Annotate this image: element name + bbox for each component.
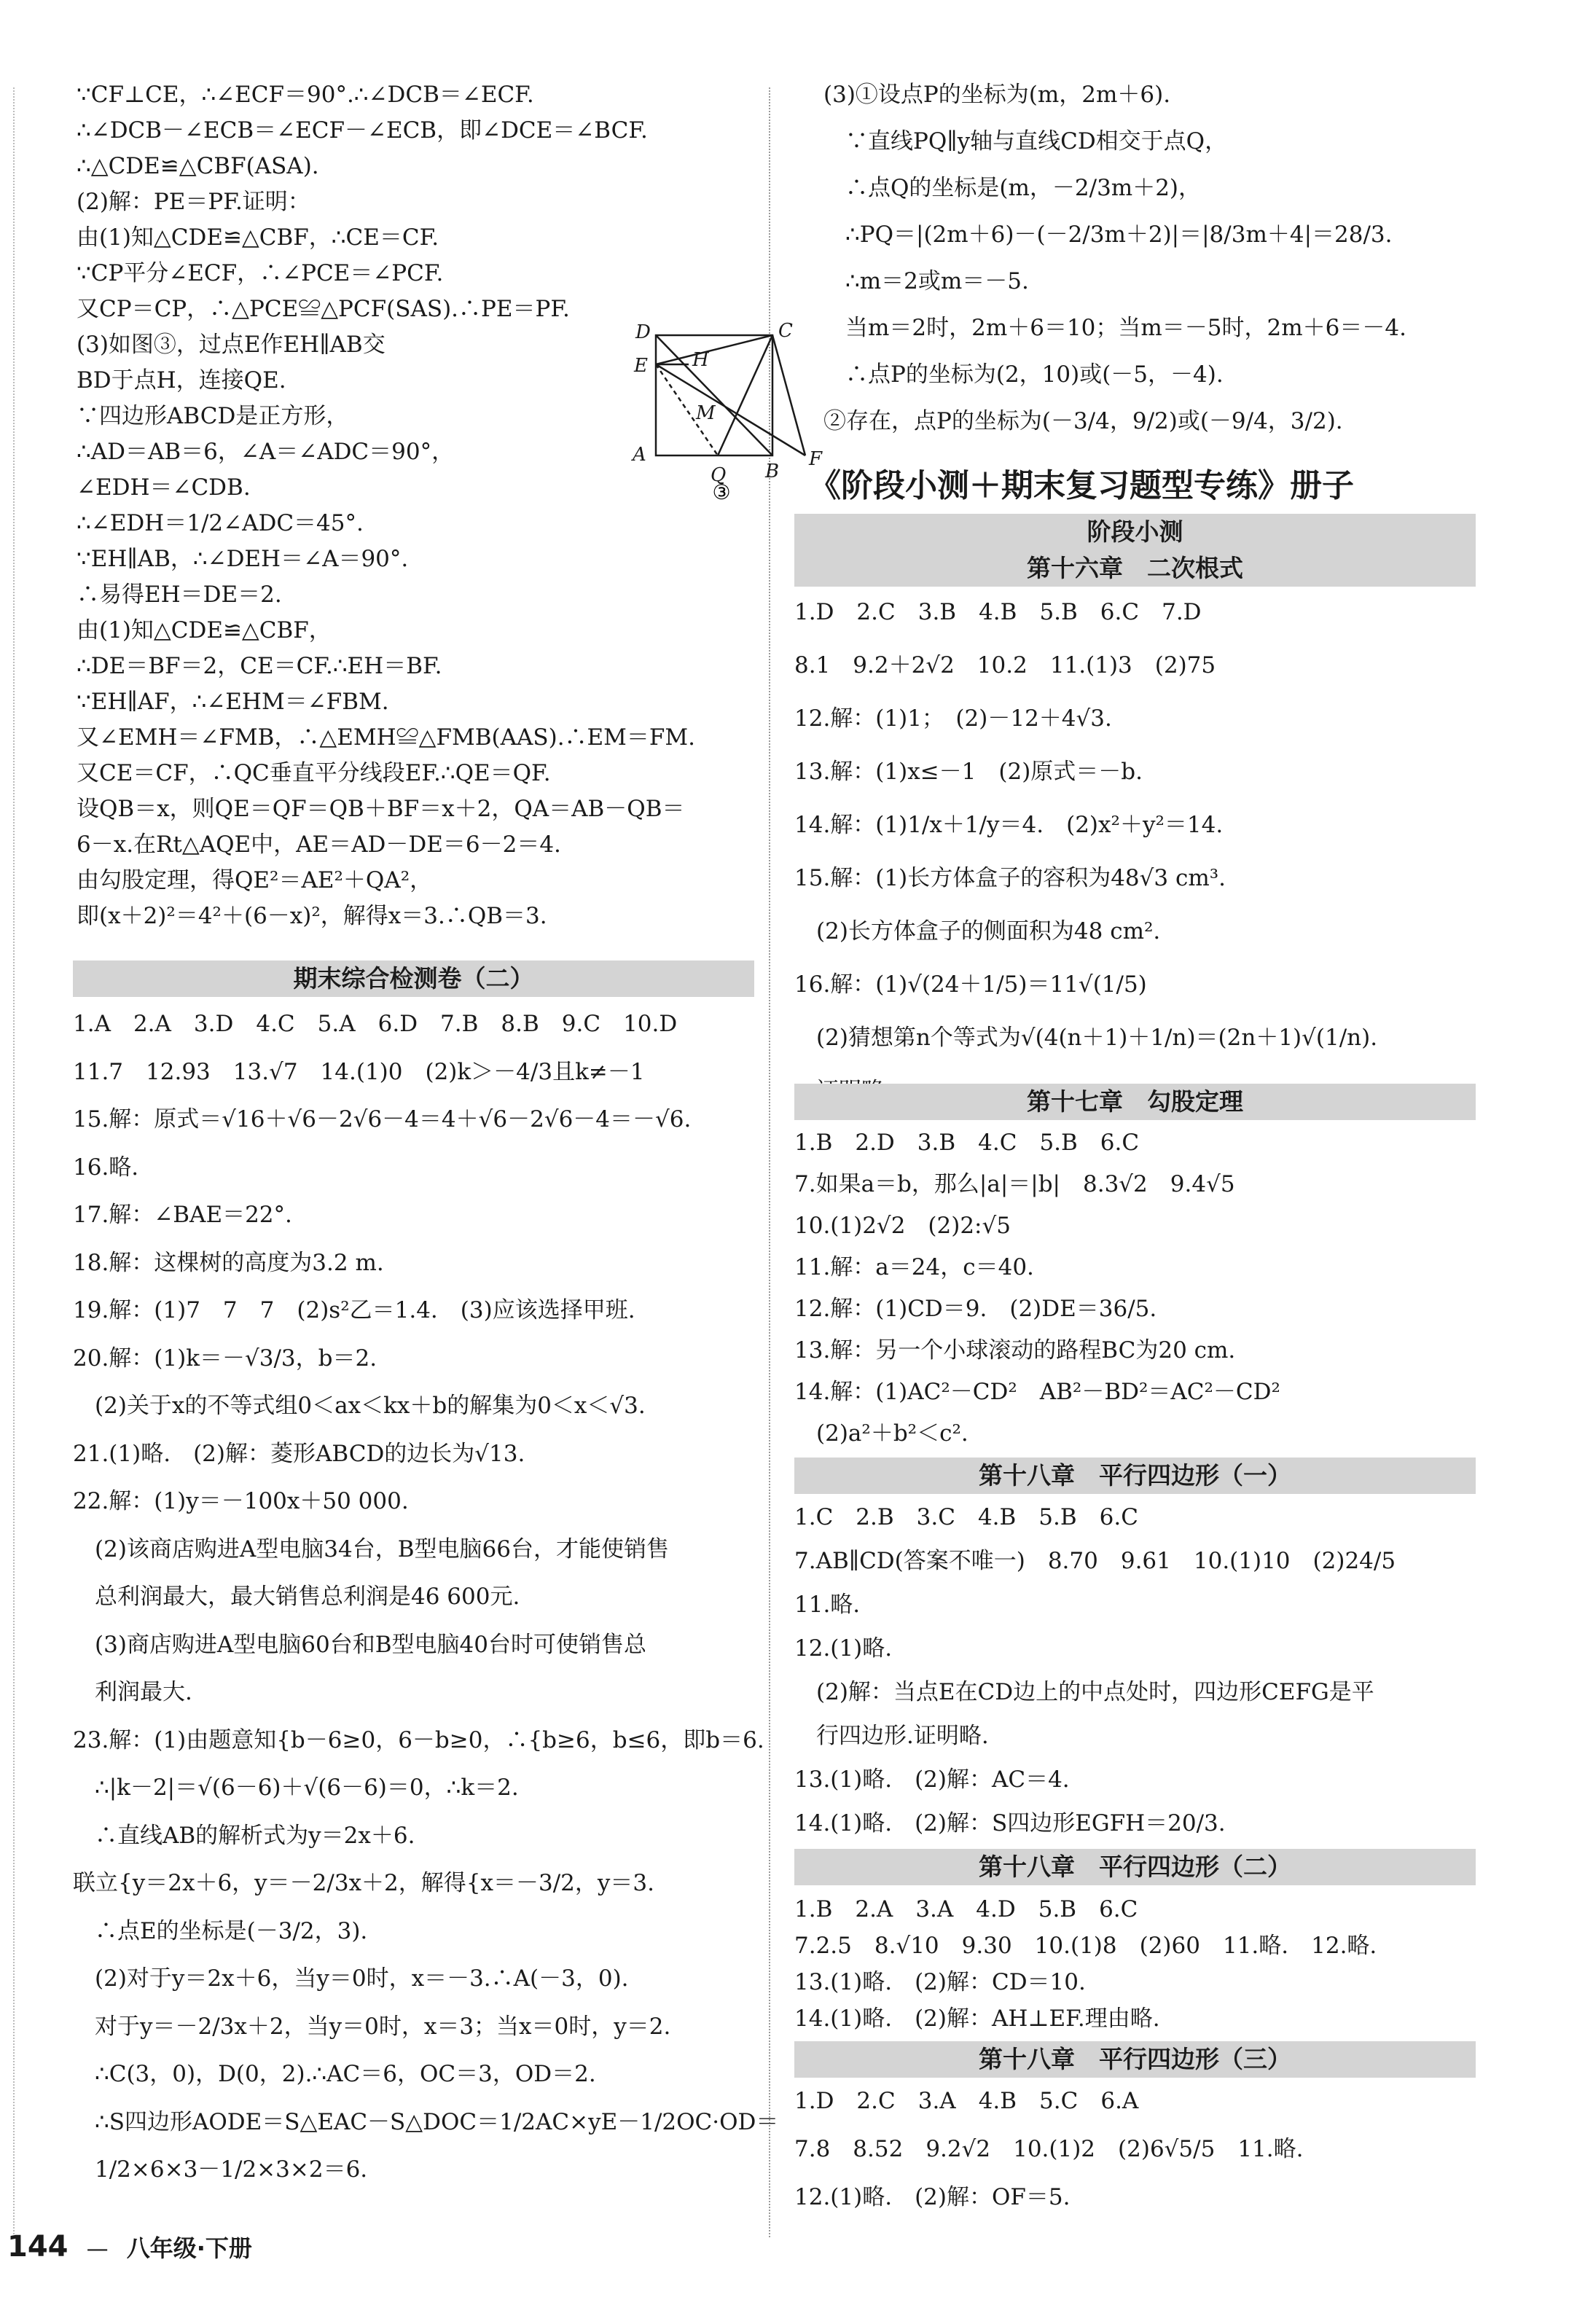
answer-line: 又CP＝CP，∴△PCE≌△PCF(SAS).∴PE＝PF. (77, 296, 570, 322)
answer-line: 12.(1)略. (2)解：OF＝5. (794, 2184, 1071, 2210)
answer-line: 联立{y＝2x＋6，y＝－2/3x＋2，解得{x＝－3/2，y＝3. (73, 1870, 654, 1896)
answer-line: (2)猜想第n个等式为√(4(n＋1)＋1/n)＝(2n＋1)√(1/n). (816, 1025, 1378, 1051)
answer-line: 又∠EMH＝∠FMB，∴△EMH≌△FMB(AAS).∴EM＝FM. (77, 724, 696, 751)
section-header-final-exam: 期末综合检测卷（二） (73, 960, 754, 997)
answer-line: (2)解：当点E在CD边上的中点处时，四边形CEFG是平 (816, 1679, 1374, 1705)
answer-line: 总利润最大，最大销售总利润是46 600元. (95, 1584, 520, 1610)
answer-line: 7.8 8.52 9.2√2 10.(1)2 (2)6√5/5 11.略. (794, 2136, 1304, 2162)
answer-line: ∴C(3，0)，D(0，2).∴AC＝6，OC＝3，OD＝2. (95, 2061, 596, 2087)
answer-line: 8.1 9.2＋2√2 10.2 11.(1)3 (2)75 (794, 652, 1216, 678)
answer-line: ∴AD＝AB＝6，∠A＝∠ADC＝90°， (77, 439, 455, 465)
svg-text:E: E (634, 355, 648, 377)
answer-line: ∴S四边形AODE＝S△EAC－S△DOC＝1/2AC×yE－1/2OC·OD＝ (95, 2108, 779, 2135)
svg-text:Q: Q (711, 464, 727, 486)
answer-line: ∴直线AB的解析式为y＝2x＋6. (95, 1822, 415, 1849)
answer-line: 对于y＝－2/3x＋2，当y＝0时，x＝3；当x＝0时，y＝2. (95, 2013, 671, 2040)
answer-line: ∵四边形ABCD是正方形， (77, 403, 349, 429)
margin-rule (13, 87, 15, 2237)
answer-line: 11.略. (794, 1592, 861, 1618)
answer-line: 设QB＝x，则QE＝QF＝QB＋BF＝x＋2，QA＝AB－QB＝ (77, 796, 685, 822)
answer-line: 12.解：(1)1； (2)－12＋4√3. (794, 705, 1112, 732)
answer-line: ∠EDH＝∠CDB. (77, 474, 251, 501)
answer-line: 由(1)知△CDE≌△CBF，∴CE＝CF. (77, 224, 439, 251)
answer-line: ∵EH∥AB，∴∠DEH＝∠A＝90°. (77, 546, 409, 572)
answer-line: 1.D 2.C 3.B 4.B 5.B 6.C 7.D (794, 599, 1202, 625)
answer-line: 17.解：∠BAE＝22°. (73, 1202, 292, 1228)
answer-line: ∵直线PQ∥y轴与直线CD相交于点Q， (845, 128, 1228, 154)
answer-line: 即(x＋2)²＝4²＋(6－x)²，解得x＝3.∴QB＝3. (77, 903, 547, 929)
section-header-ch16: 第十六章 二次根式 (794, 550, 1476, 587)
answer-line: 16.解：(1)√(24＋1/5)＝11√(1/5) (794, 971, 1147, 998)
answer-line: 13.(1)略. (2)解：AC＝4. (794, 1767, 1070, 1793)
answer-line: 由勾股定理，得QE²＝AE²＋QA²， (77, 867, 433, 893)
answer-line: 11.解：a＝24，c＝40. (794, 1254, 1034, 1280)
answer-line: 11.7 12.93 13.√7 14.(1)0 (2)k＞－4/3且k≠－1 (73, 1058, 645, 1085)
booklet-title: 《阶段小测＋期末复习题型专练》册子 (809, 467, 1354, 504)
section-header-ch18a: 第十八章 平行四边形（一） (794, 1458, 1476, 1494)
answer-line: (3)①设点P的坐标为(m，2m＋6). (823, 82, 1171, 108)
answer-line: 1/2×6×3－1/2×3×2＝6. (95, 2156, 368, 2183)
answer-line: (3)如图③，过点E作EH∥AB交 (77, 332, 386, 358)
answer-line: 1.B 2.D 3.B 4.C 5.B 6.C (794, 1130, 1140, 1156)
answer-line: 6－x.在Rt△AQE中，AE＝AD－DE＝6－2＝4. (77, 832, 561, 858)
answer-line: ∴易得EH＝DE＝2. (77, 582, 282, 608)
answer-line: (2)解：PE＝PF.证明： (77, 189, 310, 215)
answer-line: 16.略. (73, 1154, 139, 1181)
answer-line: ∴点P的坐标为(2，10)或(－5，－4). (845, 361, 1224, 388)
figure-label: ③ (712, 480, 731, 503)
answer-line: ∴m＝2或m＝－5. (845, 268, 1029, 294)
answer-line: 行四边形.证明略. (816, 1723, 989, 1749)
answer-line: 7.2.5 8.√10 9.30 10.(1)8 (2)60 11.略. 12.略. (794, 1933, 1377, 1959)
answer-line: 13.解：另一个小球滚动的路程BC为20 cm. (794, 1337, 1236, 1364)
answer-line: 7.AB∥CD(答案不唯一) 8.70 9.61 10.(1)10 (2)24/5 (794, 1548, 1396, 1574)
section-header-ch17: 第十七章 勾股定理 (794, 1084, 1476, 1120)
figure-point-label: D (635, 321, 651, 343)
answer-line: 10.(1)2√2 (2)2:√5 (794, 1213, 1011, 1239)
answer-line: (2)该商店购进A型电脑34台，B型电脑66台，才能使销售 (95, 1535, 669, 1562)
answer-line: 1.D 2.C 3.A 4.B 5.C 6.A (794, 2088, 1139, 2114)
answer-line: (2)a²＋b²＜c². (816, 1420, 968, 1447)
svg-text:M: M (696, 402, 716, 424)
section-header-ch18b: 第十八章 平行四边形（二） (794, 1849, 1476, 1885)
answer-line: (2)关于x的不等式组0＜ax＜kx＋b的解集为0＜x＜√3. (95, 1393, 646, 1419)
answer-line: 15.解：原式＝√16＋√6－2√6－4＝4＋√6－2√6－4＝－√6. (73, 1106, 692, 1132)
answer-line: 12.解：(1)CD＝9. (2)DE＝36/5. (794, 1296, 1157, 1322)
answer-line: 20.解：(1)k＝－√3/3，b＝2. (73, 1345, 377, 1372)
geometry-figure-3 (627, 321, 831, 503)
svg-text:H: H (692, 349, 709, 371)
svg-text:A: A (633, 444, 646, 466)
svg-text:B: B (765, 461, 780, 482)
answer-line: ∴|k－2|＝√(6－6)＋√(6－6)＝0，∴k＝2. (95, 1775, 519, 1801)
answer-line: ∴∠DCB－∠ECB＝∠ECF－∠ECB，即∠DCE＝∠BCF. (77, 117, 648, 144)
answer-line: 21.(1)略. (2)解：菱形ABCD的边长为√13. (73, 1440, 525, 1467)
answer-line: 14.(1)略. (2)解：S四边形EGFH＝20/3. (794, 1810, 1226, 1836)
answer-line: ∴DE＝BF＝2，CE＝CF.∴EH＝BF. (77, 653, 442, 679)
answer-line: (2)长方体盒子的侧面积为48 cm². (816, 918, 1161, 944)
answer-line: 1.A 2.A 3.D 4.C 5.A 6.D 7.B 8.B 9.C 10.D (73, 1011, 678, 1037)
answer-line: (2)对于y＝2x＋6，当y＝0时，x＝－3.∴A(－3，0). (95, 1965, 629, 1992)
answer-line: 由(1)知△CDE≌△CBF， (77, 617, 332, 643)
section-header-stage-test: 阶段小测 (794, 514, 1476, 550)
answer-line: 22.解：(1)y＝－100x＋50 000. (73, 1488, 409, 1514)
answer-line: 7.如果a＝b，那么|a|＝|b| 8.3√2 9.4√5 (794, 1171, 1235, 1197)
answer-line: 1.B 2.A 3.A 4.D 5.B 6.C (794, 1896, 1138, 1922)
section-header-ch18c: 第十八章 平行四边形（三） (794, 2041, 1476, 2078)
answer-line: 利润最大. (95, 1679, 192, 1705)
answer-line: (3)商店购进A型电脑60台和B型电脑40台时可使销售总 (95, 1631, 646, 1658)
page-footer (7, 2230, 252, 2264)
answer-line: ∵CF⊥CE，∴∠ECF＝90°.∴∠DCB＝∠ECF. (77, 82, 534, 108)
answer-line: 14.解：(1)1/x＋1/y＝4. (2)x²＋y²＝14. (794, 812, 1224, 838)
footer-dash: — (86, 2237, 109, 2262)
answer-line: 当m＝2时，2m＋6＝10；当m＝－5时，2m＋6＝－4. (845, 315, 1406, 341)
answer-line: ∴△CDE≌△CBF(ASA). (77, 153, 319, 179)
answer-line: ∴∠EDH＝1/2∠ADC＝45°. (77, 510, 364, 536)
answer-line: 又CE＝CF，∴QC垂直平分线段EF.∴QE＝QF. (77, 760, 551, 786)
svg-text:F: F (809, 448, 823, 470)
answer-line: ∴点E的坐标是(－3/2，3). (95, 1917, 368, 1944)
svg-text:C: C (778, 321, 793, 342)
answer-line: ∴PQ＝|(2m＋6)－(－2/3m＋2)|＝|8/3m＋4|＝28/3. (845, 222, 1393, 248)
answer-line: 18.解：这棵树的高度为3.2 m. (73, 1249, 384, 1276)
answer-line: 19.解：(1)7 7 7 (2)s²乙＝1.4. (3)应该选择甲班. (73, 1297, 635, 1323)
answer-line: ∴点Q的坐标是(m，－2/3m＋2)， (845, 175, 1202, 201)
answer-line: 15.解：(1)长方体盒子的容积为48√3 cm³. (794, 865, 1226, 891)
answer-line: 12.(1)略. (794, 1635, 893, 1662)
answer-line: 13.(1)略. (2)解：CD＝10. (794, 1969, 1086, 1995)
answer-line: 13.解：(1)x≤－1 (2)原式＝－b. (794, 759, 1143, 785)
answer-line: 14.解：(1)AC²－CD² AB²－BD²＝AC²－CD² (794, 1379, 1280, 1405)
answer-line: ②存在，点P的坐标为(－3/4，9/2)或(－9/4，3/2). (823, 408, 1343, 434)
answer-line: ∵EH∥AF，∴∠EHM＝∠FBM. (77, 689, 389, 715)
answer-line: 23.解：(1)由题意知{b－6≥0，6－b≥0，∴{b≥6，b≤6，即b＝6. (73, 1726, 764, 1753)
grade-label: 八年级·下册 (126, 2234, 252, 2262)
answer-line: BD于点H，连接QE. (77, 367, 286, 394)
answer-line: ∵CP平分∠ECF，∴∠PCE＝∠PCF. (77, 260, 444, 286)
page-number: 144 (7, 2230, 69, 2264)
answer-line: 14.(1)略. (2)解：AH⊥EF.理由略. (794, 2006, 1160, 2032)
answer-line: 1.C 2.B 3.C 4.B 5.B 6.C (794, 1504, 1138, 1530)
